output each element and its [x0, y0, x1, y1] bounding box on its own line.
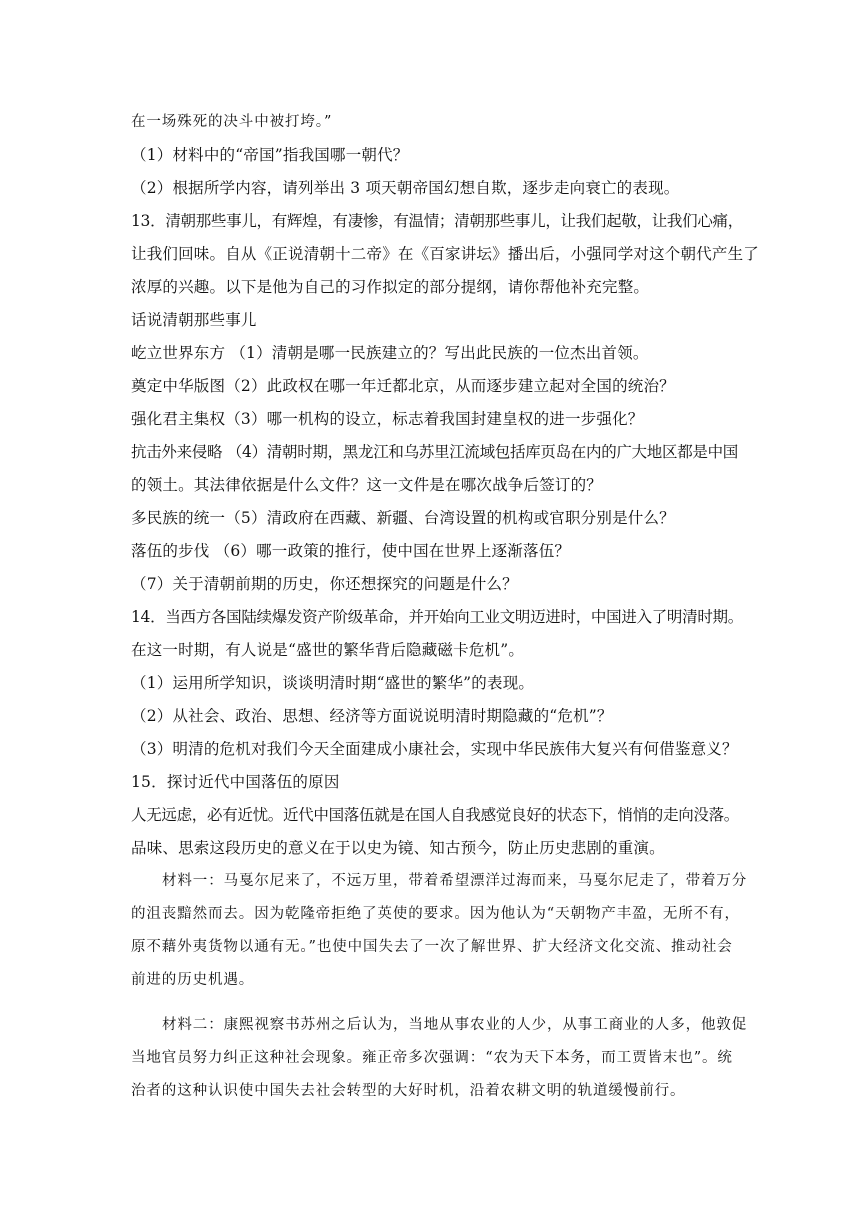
material-1-line-4: 前进的历史机遇。: [131, 972, 255, 988]
question-13-stem-line-2: 让我们回味。自从《正说清朝十二帝》在《百家讲坛》播出后，小强同学对这个朝代产生了: [131, 245, 760, 263]
outline-item-7: （7）关于清朝前期的历史，你还想探究的问题是什么？: [131, 575, 518, 593]
paragraph-spacer: [131, 997, 733, 1009]
question-14-stem-line-2: 在这一时期，有人说是“盛世的繁华背后隐藏磁卡危机”。: [131, 641, 525, 659]
material-1-line-2: 的沮丧黯然而去。因为乾隆帝拒绝了英使的要求。因为他认为“天朝物产丰盈，无所不有，: [131, 906, 740, 922]
material-quote-ending: 在一场殊死的决斗中被打垮。”: [131, 114, 333, 130]
outline-item-3: 强化君主集权（3）哪一机构的设立，标志着我国封建皇权的进一步强化？: [131, 410, 644, 428]
outline-item-4-continued: 的领土。其法律依据是什么文件？这一文件是在哪次战争后签订的？: [131, 476, 603, 494]
material-1-line-1: 材料一：马戛尔尼来了，不远万里，带着希望漂洋过海而来，马戛尔尼走了，带着万分: [162, 873, 748, 889]
question-14-part-1: （1）运用所学知识，谈谈明清时期“盛世的繁华”的表现。: [131, 674, 535, 692]
material-2-line-2: 当地官员努力纠正这种社会现象。雍正帝多次强调：“农为天下本务，而工贾皆末也”。统: [131, 1050, 733, 1066]
material-1-line-3: 原不藉外夷货物以通有无。”也使中国失去了一次了解世界、扩大经济文化交流、推动社会: [131, 939, 733, 955]
outline-item-1: 屹立世界东方 （1）清朝是哪一民族建立的？写出此民族的一位杰出首领。: [131, 344, 649, 362]
outline-title: 话说清朝那些事儿: [131, 311, 257, 329]
question-14-stem-line-1: 14．当西方各国陆续爆发资产阶级革命，并开始向工业文明迈进时，中国进入了明清时期。: [131, 608, 743, 626]
question-12-part-2: （2）根据所学内容，请列举出 3 项天朝帝国幻想自欺，逐步走向衰亡的表现。: [131, 179, 680, 197]
question-15-intro-line-1: 人无远虑，必有近忧。近代中国落伍就是在国人自我感觉良好的状态下，悄悄的走向没落。: [131, 806, 740, 824]
question-15-intro-line-2: 品味、思索这段历史的意义在于以史为镜、知古预今，防止历史悲剧的重演。: [131, 839, 665, 857]
material-2-line-3: 治者的这种认识使中国失去社会转型的大好时机，沿着农耕文明的轨道缓慢前行。: [131, 1083, 686, 1099]
outline-item-6: 落伍的步伐 （6）哪一政策的推行，使中国在世界上逐渐落伍？: [131, 542, 571, 560]
question-12-part-1: （1）材料中的“帝国”指我国哪一朝代？: [131, 146, 409, 164]
page-content: [131, 106, 760, 1108]
material-2-line-1: 材料二：康熙视察书苏州之后认为，当地从事农业的人少，从事工商业的人多，他敦促: [162, 1017, 748, 1033]
question-13-stem-line-3: 浓厚的兴趣。以下是他为自己的习作拟定的部分提纲，请你帮他补充完整。: [131, 278, 650, 296]
question-13-stem-line-1: 13．清朝那些事儿，有辉煌，有凄惨，有温情；清朝那些事儿，让我们起敬，让我们心痛，: [131, 212, 743, 230]
outline-item-2: 奠定中华版图（2）此政权在哪一年迁都北京，从而逐步建立起对全国的统治？: [131, 377, 675, 395]
question-15-title: 15．探讨近代中国落伍的原因: [131, 773, 340, 791]
outline-item-4: 抗击外来侵略 （4）清朝时期，黑龙江和乌苏里江流域包括库页岛在内的广大地区都是中国: [131, 443, 738, 461]
outline-item-5: 多民族的统一（5）清政府在西藏、新疆、台湾设置的机构或官职分别是什么？: [131, 509, 675, 527]
question-14-part-2: （2）从社会、政治、思想、经济等方面说说明清时期隐藏的“危机”？: [131, 707, 613, 725]
question-14-part-3: （3）明清的危机对我们今天全面建成小康社会，实现中华民族伟大复兴有何借鉴意义？: [131, 740, 738, 758]
